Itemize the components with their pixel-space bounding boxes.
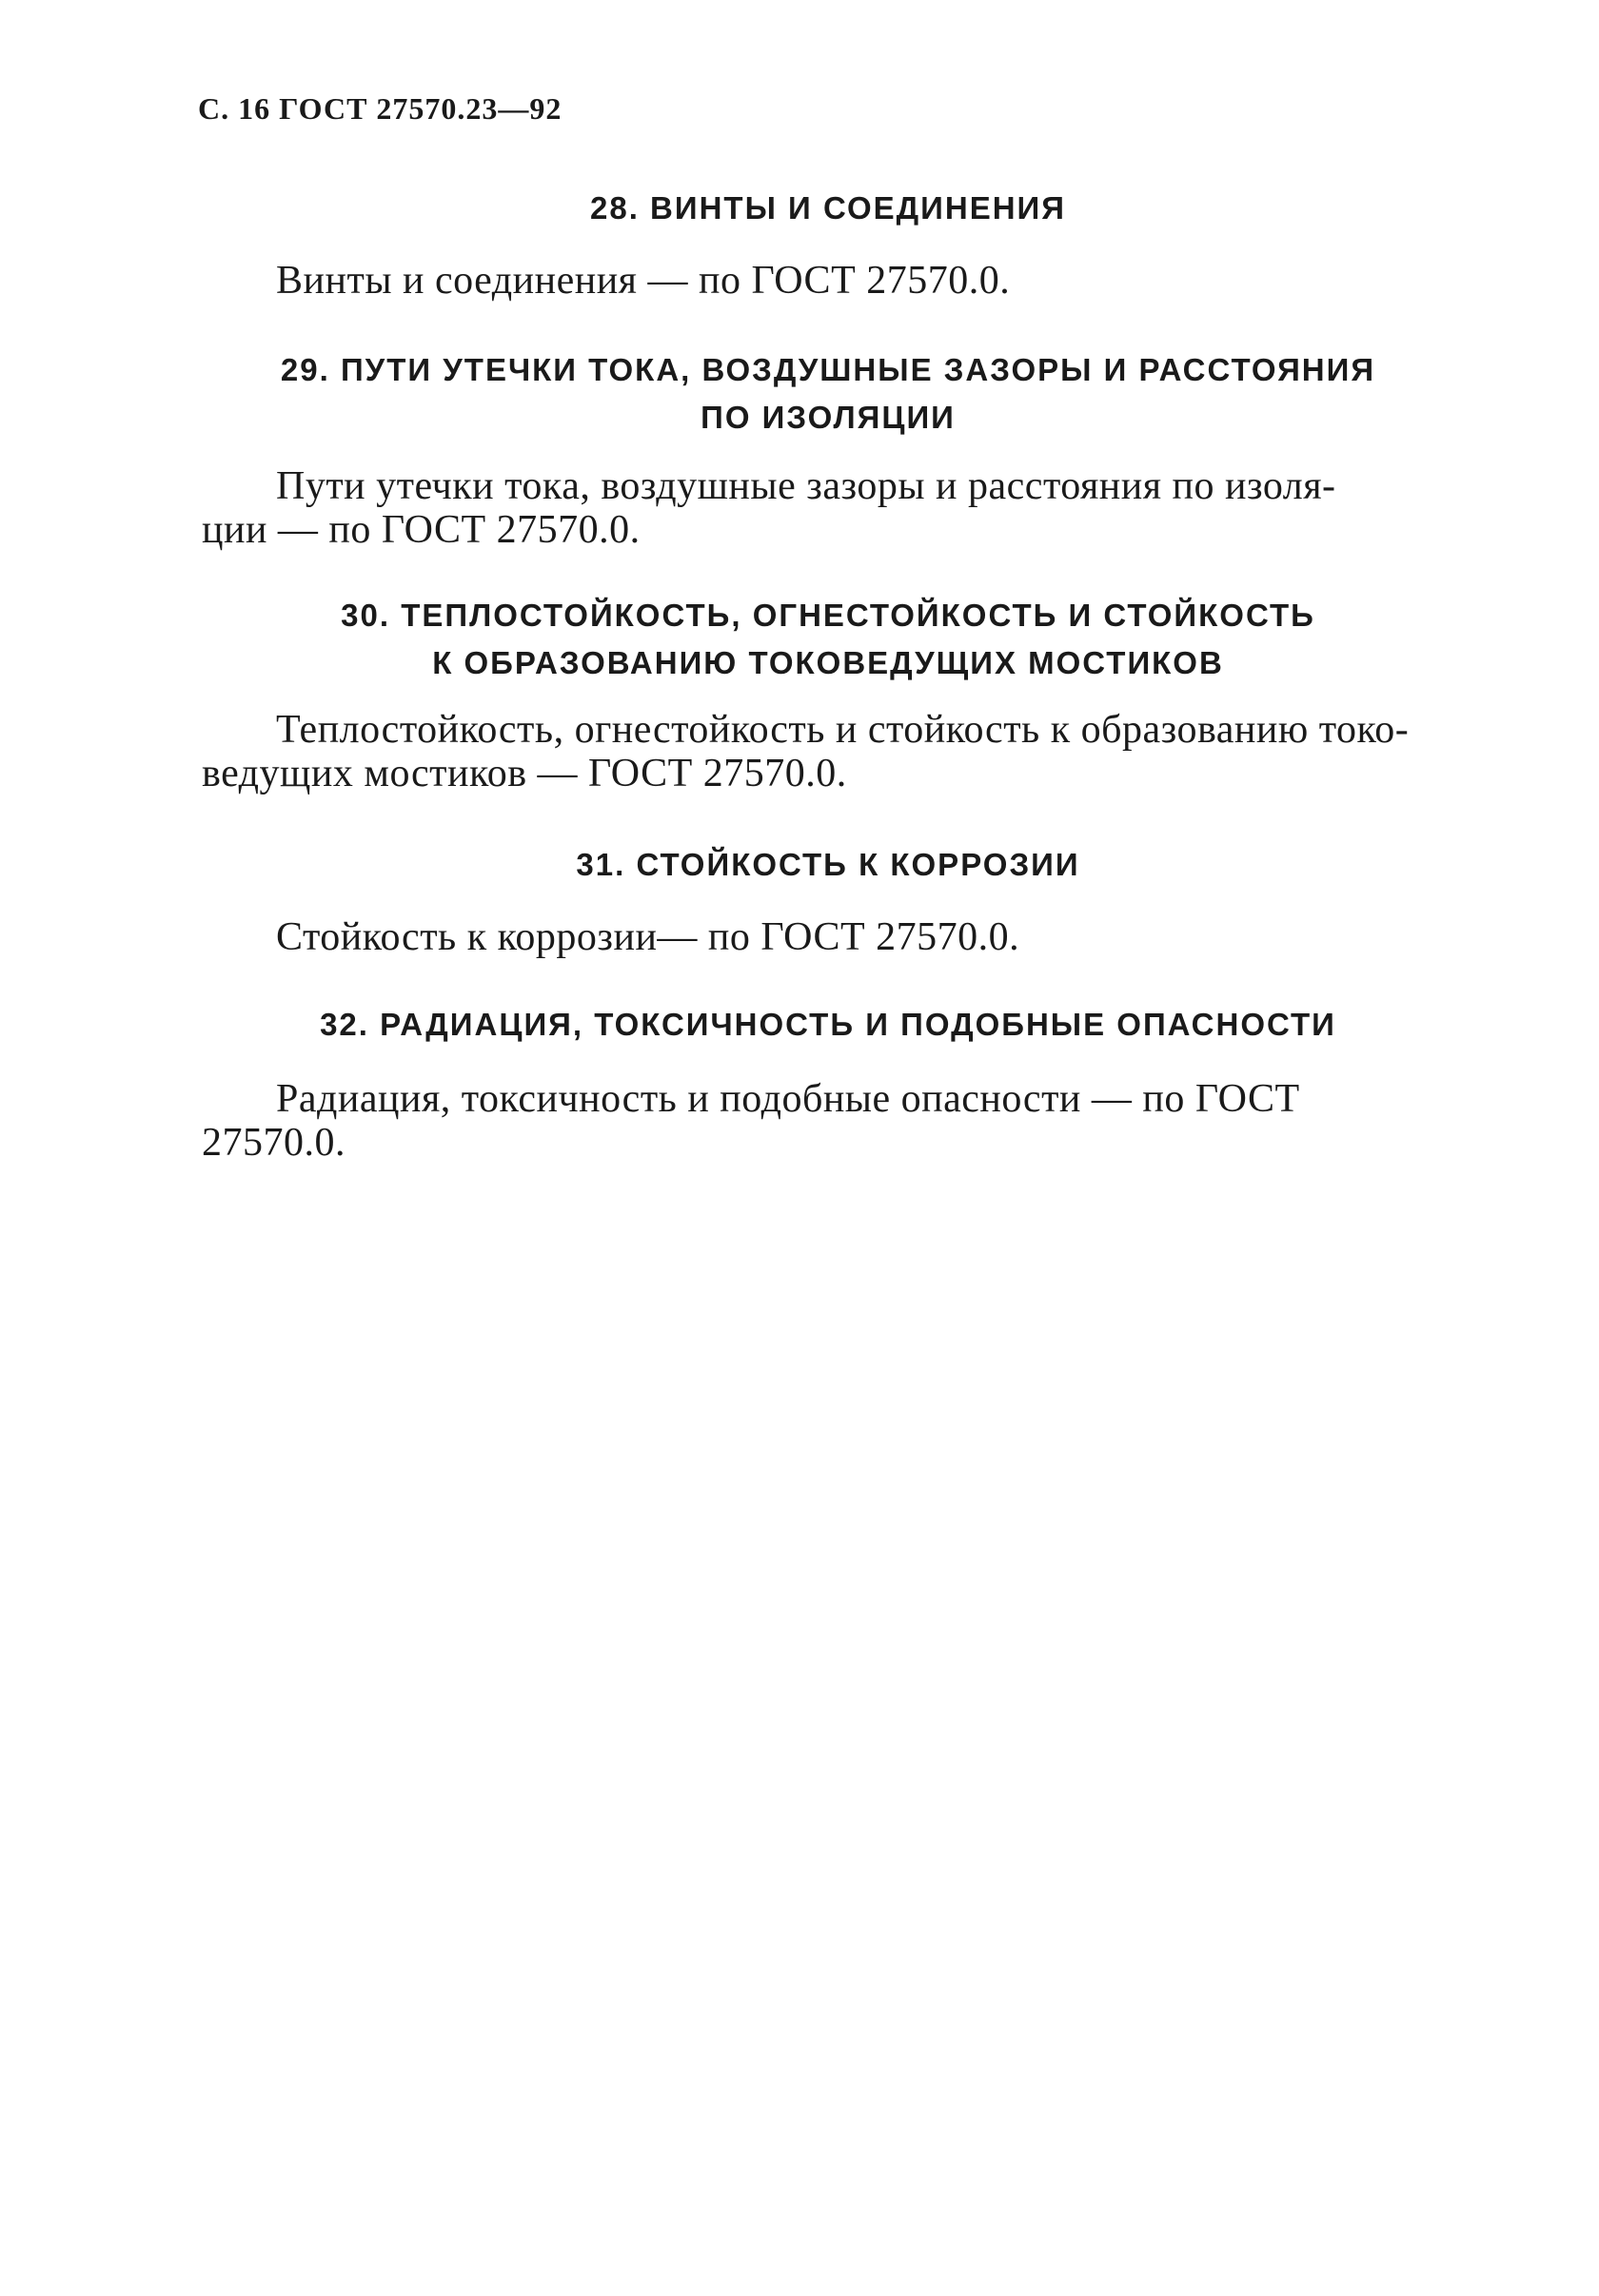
text-line: Стойкость к коррозии— по ГОСТ 27570.0. — [276, 915, 1020, 959]
heading-line: ПО ИЗОЛЯЦИИ — [701, 400, 956, 435]
section-heading-29 — [276, 346, 1380, 442]
heading-line: 29. ПУТИ УТЕЧКИ ТОКА, ВОЗДУШНЫЕ ЗАЗОРЫ И РАССТОЯНИЯ — [280, 352, 1376, 387]
heading-line: К ОБРАЗОВАНИЮ ТОКОВЕДУЩИХ МОСТИКОВ — [432, 645, 1224, 680]
section-text-31 — [202, 915, 1534, 959]
section-heading-30 — [276, 592, 1380, 687]
section-text-28 — [202, 259, 1534, 303]
text-line: ции — по ГОСТ 27570.0. — [202, 508, 641, 552]
section-heading-32 — [276, 1001, 1380, 1049]
heading-line: 28. ВИНТЫ И СОЕДИНЕНИЯ — [590, 190, 1066, 226]
section-heading-31 — [276, 841, 1380, 889]
text-line: Винты и соединения — по ГОСТ 27570.0. — [276, 259, 1011, 303]
text-line: Теплостойкость, огнестойкость и стойкость к образованию токо- — [276, 708, 1410, 752]
section-text-30 — [202, 708, 1534, 795]
text-line: ведущих мостиков — ГОСТ 27570.0. — [202, 752, 847, 795]
heading-line: 32. РАДИАЦИЯ, ТОКСИЧНОСТЬ И ПОДОБНЫЕ ОПАСНОСТИ — [320, 1007, 1336, 1042]
text-line: 27570.0. — [202, 1121, 345, 1165]
section-text-32 — [202, 1077, 1534, 1165]
text-line: Радиация, токсичность и подобные опасности — по ГОСТ — [276, 1077, 1300, 1121]
section-heading-28 — [276, 185, 1380, 232]
heading-line: 30. ТЕПЛОСТОЙКОСТЬ, ОГНЕСТОЙКОСТЬ И СТОЙКОСТЬ — [341, 598, 1315, 633]
text-line: Пути утечки тока, воздушные зазоры и расстояния по изоля- — [276, 464, 1336, 508]
page-header: С. 16 ГОСТ 27570.23—92 — [198, 91, 563, 126]
section-text-29 — [202, 464, 1534, 552]
heading-line: 31. СТОЙКОСТЬ К КОРРОЗИИ — [576, 847, 1080, 882]
